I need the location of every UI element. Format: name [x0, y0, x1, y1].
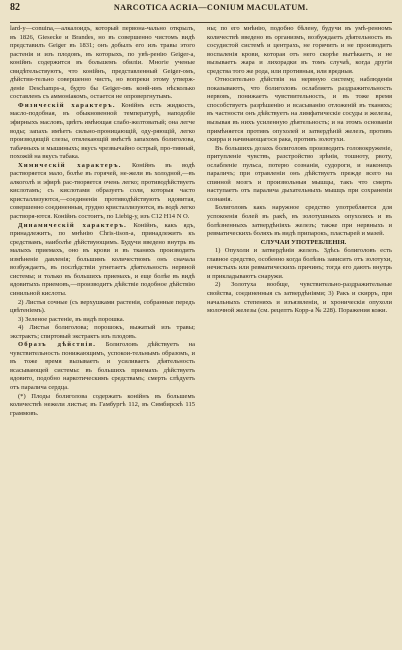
- section-heading: Физическій характеръ.: [18, 101, 116, 109]
- paragraph: Болиголовъ какъ наружное средство употребляется для успокоенія болей въ ракѣ, въ золотушныхъ опухоляхъ и въ болѣзненныхъ затвердѣніяхъ железъ; также при нервныхъ и ревматическихъ боляхъ въ видѣ припарокъ, пластырей и мазей.: [207, 204, 392, 238]
- list-item: 3) Зеленое растеніе, въ видѣ порошка.: [18, 315, 125, 323]
- paragraph: 1) Опухоли и затвердѣнія железъ. Здѣсь болиголовъ есть главное средство, особенно когда болѣзнь зависитъ отъ золотухи, нечистыхъ или ревматическихъ причинъ; тогда его даютъ внутрь и прикладываютъ снаружи.: [207, 247, 392, 280]
- paragraph-text: Конійнъ есть жидкость, масло-подобная, въ обыкновенной температурѣ, наподобіе эфирныхъ масловъ, цвѣтъ имѣющая слабо-желтоватый; она легче воды; запахъ имѣетъ сильно-проницающій, оду-ряющій, легко производящій слезы, отвлекающій вмѣстѣ запахомъ болиголова, табачныхъ и мышиныхъ; вкусъ чрезвычайно острый, про-тивный, похожій на вкусъ табака.: [10, 101, 195, 161]
- section-heading: СЛУЧАИ УПОТРЕБЛЕНІЯ.: [260, 238, 347, 246]
- paragraph: [10, 162, 195, 222]
- section-heading: Образъ дѣйствія.: [18, 341, 97, 349]
- list-item: 4) Листья болиголова; порошокъ, выжатый изъ травы; экстрактъ; спиртовый экстрактъ изъ плодовъ.: [10, 324, 195, 340]
- paragraph-text: Конійнъ, какъ ядъ, принадлежитъ, по мнѣнію Chris-tison-а, принадлежитъ къ средствамъ, наиболѣе дѣйствующимъ. Будучи введено внутрь въ малыхъ приемахъ, оно въ крови и въ тканяхъ производитъ измѣненіе давленія; большимъ количествомъ онъ сначала возбуждаетъ, въ послѣдствіи угнетаетъ дѣятельность нервной системы; и только въ большихъ приемахъ, и еще болѣе въ видѣ ядовитыхъ приемовъ,—производитъ дѣйствіе подобное дѣйствію синильной кислоты.: [10, 221, 195, 297]
- paragraph: [10, 102, 195, 162]
- section-heading: Динамическій характеръ.: [18, 221, 127, 229]
- text-columns: [10, 25, 392, 645]
- paragraph: 2) Золотуха вообще, чувствительно-раздражительные свойства, соединенныя съ затвердѣніями; 3) Ракъ и скирръ, при начальныхъ степеняхъ и изъязвленіи, и хроническія опухоли молочной железы (см. рецептъ Корр-а № 228). Поражения кожи.: [207, 281, 392, 315]
- paragraph: lard-y—conuina,—алкалоидъ, который первона-чально открылъ, въ 1826, Giesecke и Brandes, но въ совершенно чистомъ видѣ представилъ Geiger въ 1831; онъ добылъ его изъ травы этого растенія и изъ плодовъ, въ которыхъ, по увѣ-ренію Geiger-а, конійнъ содержится въ большемъ обиліи. Многіе ученые свидѣтельствуютъ, что конійнъ, представленный Geiger-омъ, дѣйстви-тельно совершенно чистъ, но вопреки этому утверж-деніе Deschamps-а, будто бы Geiger-овъ конй-инъ нѣсколько составленъ съ аммоніакомъ, остается не опровергнутымъ.: [10, 25, 195, 101]
- paragraph: Въ большихъ дозахъ болиголовъ производитъ головокруженіе, притупленіе чувствъ, разстройство зрѣнія, тошноту, рвоту, ослабленіе пульса, потерю сознанія, судороги, и наконецъ параличъ; при отравленіи онъ дѣйствуетъ прежде всего на спинной мозгъ и произвольныя мышцы, такъ что смерть наступаетъ отъ паралича дыхательныхъ мышцъ при сохраненіи сознанія.: [207, 144, 392, 203]
- running-title: NARCOTICA ACRIA—CONIUM MACULATUM.: [113, 3, 309, 12]
- paragraph: ны; по его мнѣнію, подобно бѣлену, будучи въ умѣ-ренномъ количествѣ введено въ организмъ, возбуждаетъ дѣятельность въ сосудистой системѣ и центрахъ, не горячитъ и не производитъ воспаленія крови, которая отъ него скорѣе вытѣкаетъ, и не вызываетъ жара и лихорадки въ томъ случаѣ, когда другія средства того же рода, или противныя, или вредныя.: [207, 25, 392, 75]
- paragraph: Относительно дѣйствія на нервную систему, наблюденія показываютъ, что болиголовъ ослабляетъ раздражительность нервовъ, понижаетъ чувствительность, и въ тоже время способствуетъ разрѣшенію и всасыванію отложеній въ тканяхъ; въ частности онъ дѣйствуетъ на лимфатическіе сосуды и железы, вызывая въ нихъ усиленную дѣятельность; и на этомъ основаніи примѣняется противъ опухолей и затвердѣній железъ, противъ скирра и начинающагося рака, противъ золотухи.: [207, 76, 392, 144]
- page-header: [10, 4, 392, 23]
- page-number: 82: [10, 2, 20, 13]
- list-item: 2) Листья сочные (съ верхушками растенія, собранные передъ цвѣтеніемъ).: [10, 298, 195, 315]
- paragraph: [10, 341, 195, 392]
- paragraph-text: Болиголовъ дѣйствуетъ на чувствительность понижающимъ, успокои-тельнымъ образомъ, и въ тоже время вызываетъ и усиливаетъ дѣятельность всасывающей системы: въ большихъ приемахъ дѣйствуетъ ядовито, подобно наркотическимъ средствамъ; смерть слѣдуетъ отъ паралича сердца.: [10, 341, 195, 391]
- right-column: [207, 25, 392, 645]
- paragraph: [10, 222, 195, 299]
- section-heading: Химическій характеръ.: [18, 161, 122, 169]
- left-column: [10, 25, 195, 645]
- footnote: (*) Плоды болиголова содержатъ конійнъ въ большемъ количествѣ нежели листья; въ Гамбургѣ 112, въ Симбирскѣ 115 граммовъ.: [10, 392, 195, 417]
- paragraph-text: Конійнъ въ водѣ растворяется мало, болѣе въ горячей, не-жели въ холодной,—въ алкоголѣ и эфирѣ рас-творяется очень легко; противодѣйствуетъ кислотамъ; съ кислотами образуетъ соли, которыя часто кристаллизуются,—соединенія противодѣйствуютъ идовитая, совершенно соединенныя, грудно кристаллизуются, въ водѣ легко растворя-ются. Конійнъ состоитъ, по Liebig-у, изъ C12 H14 N O.: [10, 161, 195, 221]
